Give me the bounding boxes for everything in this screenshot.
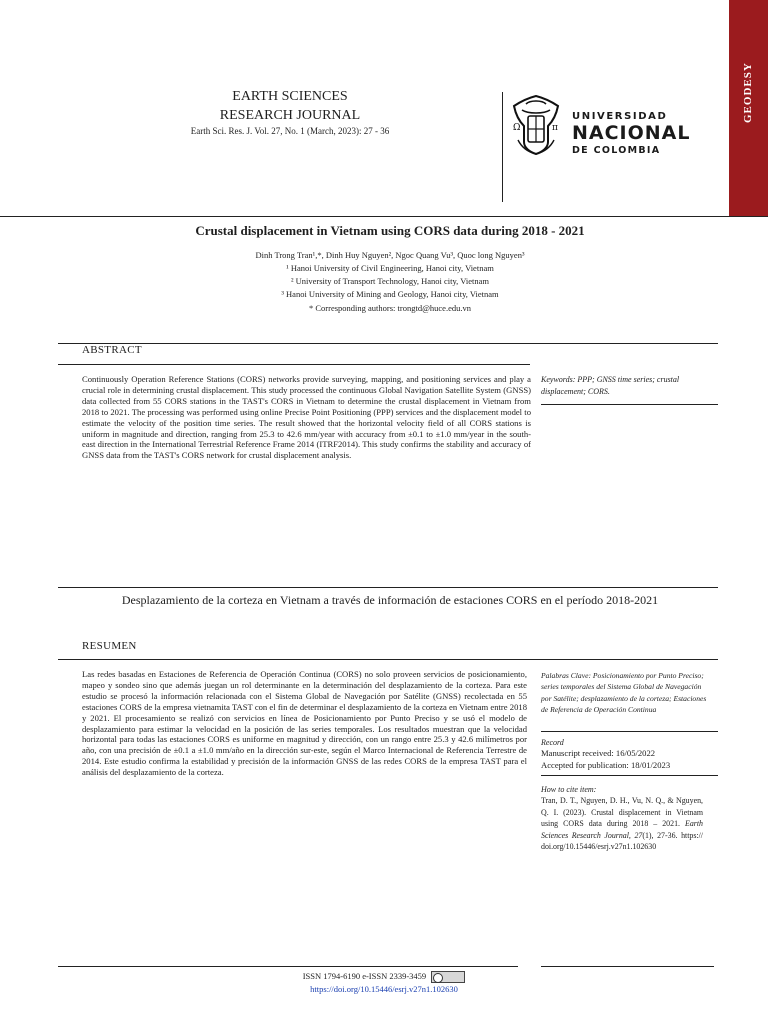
footer-rule-right — [541, 966, 714, 967]
cc-by-icon — [431, 971, 465, 983]
university-name-line2: NACIONAL — [572, 122, 691, 144]
footer-issn-line — [200, 971, 568, 983]
header-rule — [0, 216, 768, 217]
abstract-text: Continuously Operation Reference Stations (CORS) networks provide surveying, mapping, and positioning services and play a crucial role in determining crustal displacement. This study processed the continuous Global Navigation Satellite System (GNSS) data collected from 55 CORS stations in the TAST's CORS in Vietnam to determine the crustal displacement in Vietnam from 2018 to 2021. The processing was performed using online Precise Point Positioning (PPP) services and the displacement model to estimate the velocity of the position time series. The result showed that the horizontal velocity field of all CORS stations is uniform in magnitude and direction, ranging from 25.3 to 42.6 mm/year with accuracy from ±0.1 to ±1.0 mm/year in the south-east direction in the International Terrestrial Reference Frame 2014 (ITRF2014). This study confirms the stability and accuracy of GNSS data from the TAST's CORS network for crustal displacement analysis. — [82, 374, 531, 461]
abstract-heading: ABSTRACT — [82, 344, 142, 356]
abstract-heading-rule — [58, 364, 530, 365]
resumen-top-rule — [58, 587, 718, 588]
keywords: Keywords: PPP; GNSS time series; crustal displacement; CORS. — [541, 375, 680, 396]
record-rule — [541, 775, 718, 776]
header-divider — [502, 92, 503, 202]
citation-text — [541, 795, 703, 853]
footer-doi-line — [200, 984, 568, 994]
footer-rule-left — [58, 966, 518, 967]
resumen-heading-rule — [58, 659, 718, 660]
resumen-text: Las redes basadas en Estaciones de Referencia de Operación Continua (CORS) no solo proveen servicios de posicionamiento, mapeo y sondeo sino que además juegan un rol determinante en la determinación del desplazamiento de la corteza. Para este estudio se procesó la información relacionada con el Sistema Global de Navegación por Satélite (GNSS) recolectada en 55 estaciones CORS de la empresa vietnamita TAST con el fin de determinar el desplazamiento de la corteza en Vietnam entre 2018 y 2021. El procesamiento se realizó con servicios en línea de Posicionamiento por Punto Preciso y se usó el modelo de desplazamiento para estimar la velocidad en la posición de las series temporales. Los resultados muestran que la velocidad horizontal para todas las estaciones CORS es uniforme en magnitud y dirección, con un rango entre 25.3 y 42.6 milímetros por año, con una precisión de ±0.1 a ±1.0 mm/año en la dirección sur-este, según el Marco Internacional de Referencia Terrestre de 2014. Este estudio confirma la estabilidad y precisión de la información GNSS de las redes CORS de la empresa TAST para el análisis del desplazamiento de la corteza. — [82, 669, 527, 778]
cite-label: How to cite item: — [541, 785, 597, 794]
author-list: Dinh Trong Tran¹,*, Dinh Huy Nguyen², Ngoc Quang Vu³, Quoc long Nguyen³ — [255, 250, 525, 260]
citation-authors: Tran, D. T., Nguyen, D. H., Vu, N. Q., & Nguyen, Q. I. (2023). Crustal displacement in Vietnam using CORS data during 2018 – 2021. — [541, 796, 703, 828]
issn: ISSN 1794-6190 e-ISSN 2339-3459 — [302, 971, 427, 981]
footer-doi-link[interactable]: https://doi.org/10.15446/esrj.v27n1.102630 — [310, 984, 458, 994]
abstract-top-rule — [58, 343, 718, 344]
section-tab-label: GEODESY — [742, 62, 754, 123]
university-name-line1: UNIVERSIDAD — [572, 111, 668, 122]
accepted-date: Accepted for publication: 18/01/2023 — [541, 760, 671, 770]
svg-text:π: π — [552, 123, 558, 133]
palabras-clave-rule — [541, 731, 718, 732]
citation-issue: (1), 27-36. — [642, 830, 678, 840]
affiliation-1: ¹ Hanoi University of Civil Engineering, Hanoi city, Vietnam — [286, 263, 494, 273]
corresponding-author: * Corresponding authors: trongtd@huce.edu.vn — [309, 303, 471, 313]
record-label: Record — [541, 738, 564, 747]
svg-text:Ω: Ω — [513, 123, 521, 133]
university-name-line3: DE COLOMBIA — [572, 145, 661, 156]
manuscript-received: Manuscript received: 16/05/2022 — [541, 748, 656, 758]
spanish-title: Desplazamiento de la corteza en Vietnam a través de información de estaciones CORS en el período 2018-2021 — [121, 593, 659, 607]
palabras-clave: Palabras Clave: Posicionamiento por Punto Preciso; series temporales del Sistema Global de Navegación por Satélite; desplazamiento de la corteza; Estaciones de Referencia de Operación Continua — [541, 671, 707, 714]
resumen-heading: RESUMEN — [82, 640, 137, 652]
citation-https[interactable]: https:// — [681, 830, 703, 840]
affiliation-2: ² University of Transport Technology, Hanoi city, Vietnam — [290, 276, 490, 286]
journal-reference: Earth Sci. Res. J. Vol. 27, No. 1 (March, 2023): 27 - 36 — [190, 126, 390, 136]
citation-doi[interactable]: doi.org/10.15446/esrj.v27n1.102630 — [541, 842, 657, 851]
journal-name-line1: EARTH SCIENCES — [232, 89, 348, 104]
journal-name-line2: RESEARCH JOURNAL — [219, 108, 361, 123]
article-title: Crustal displacement in Vietnam using CORS data during 2018 - 2021 — [195, 223, 585, 238]
affiliation-3: ³ Hanoi University of Mining and Geology, Hanoi city, Vietnam — [281, 289, 499, 299]
citation-journal: Earth Sciences Research Journal, 27 — [541, 819, 703, 840]
keywords-rule — [541, 404, 718, 405]
section-tab — [729, 0, 768, 216]
university-seal-icon — [508, 92, 564, 156]
